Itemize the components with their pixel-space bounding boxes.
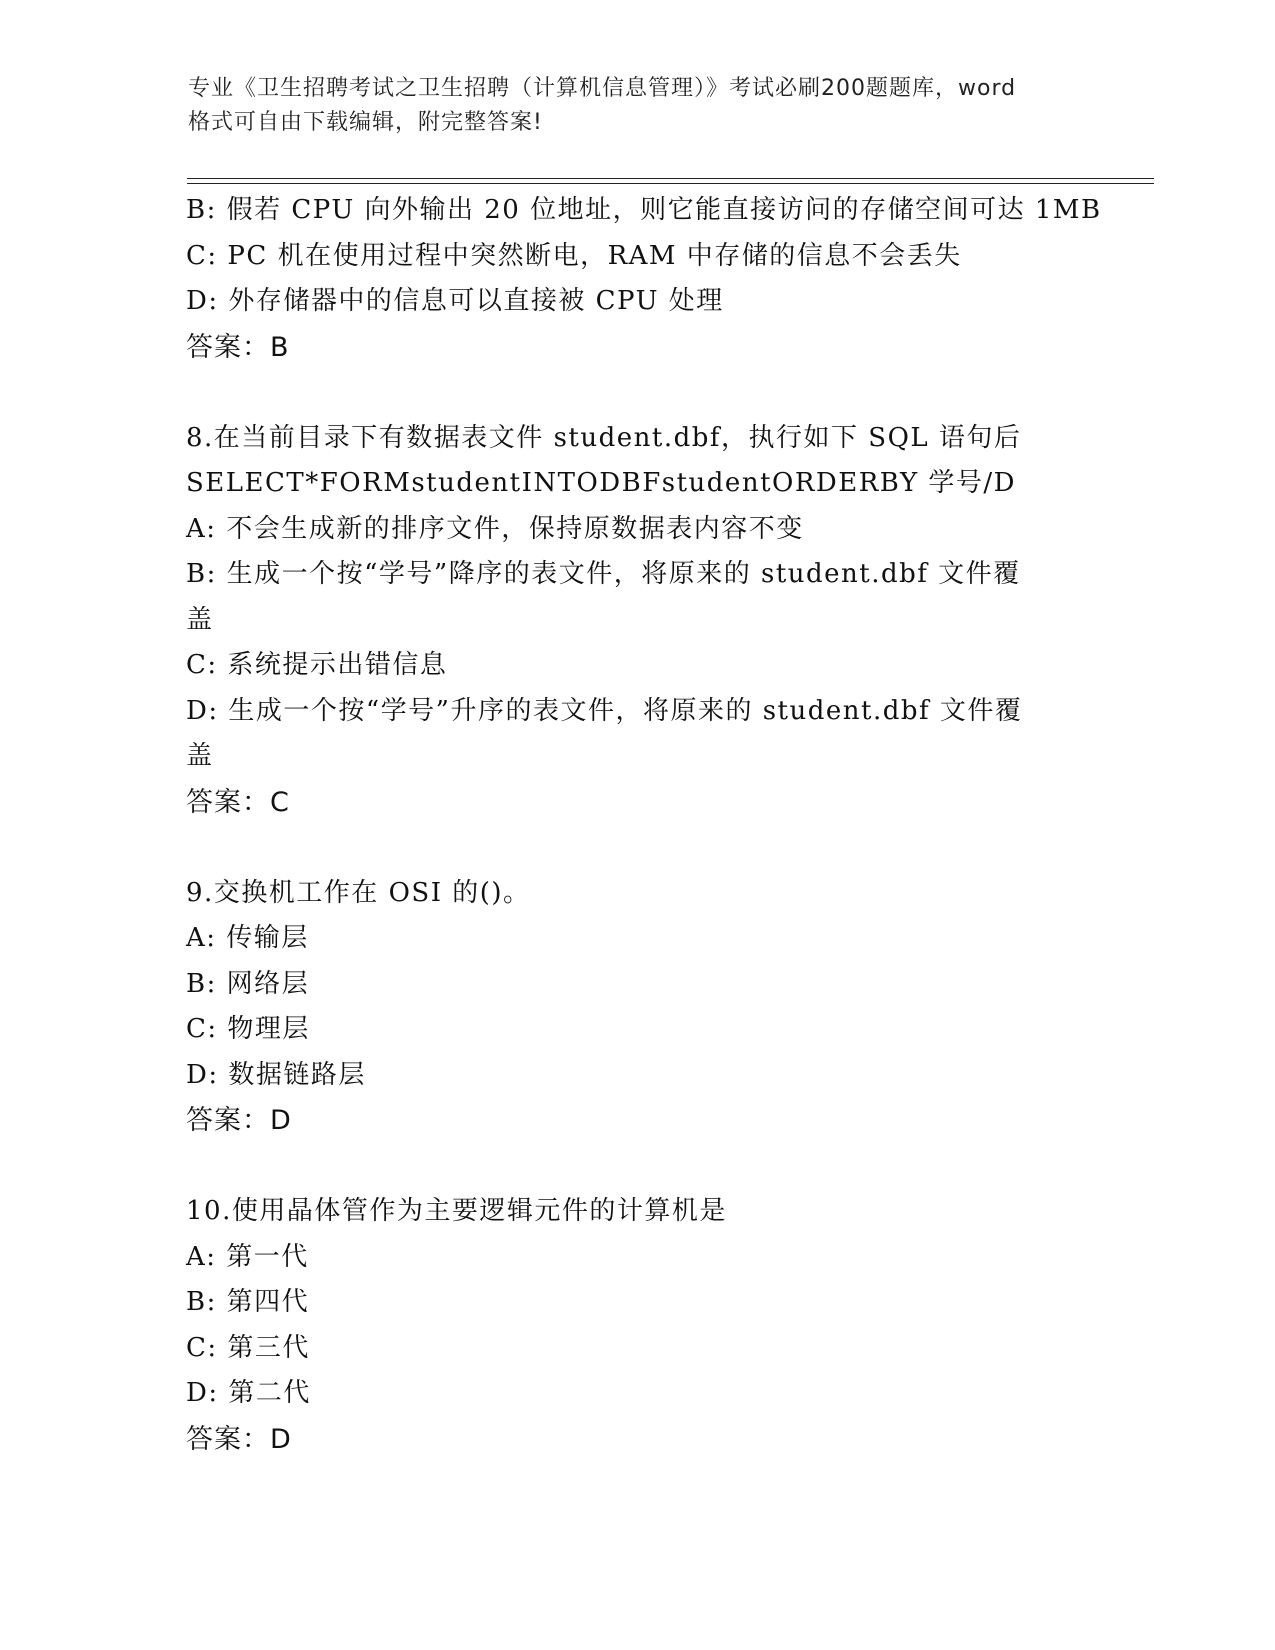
option-line: B: 假若 CPU 向外输出 20 位地址，则它能直接访问的存储空间可达 1MB [186, 195, 1102, 225]
option-line-wrap: 盖 [186, 741, 214, 771]
answer-line: 答案：D [186, 1105, 292, 1136]
option-line: A: 传输层 [186, 923, 309, 953]
spacer [186, 370, 1086, 416]
option-line: A: 第一代 [186, 1241, 309, 1272]
question-content [186, 188, 1102, 1462]
option-line: D: 外存储器中的信息可以直接被 CPU 处理 [186, 286, 724, 316]
answer-line: 答案：B [186, 331, 290, 363]
question-block-9 [186, 871, 1086, 1144]
spacer [186, 1144, 1086, 1190]
answer-line: 答案：C [186, 786, 290, 818]
question-stem: 9.交换机工作在 OSI 的()。 [186, 877, 531, 908]
spacer [186, 825, 1086, 871]
option-line: C: 第三代 [186, 1332, 310, 1363]
option-line: D: 数据链路层 [186, 1059, 366, 1090]
header-line-1: 专业《卫生招聘考试之卫生招聘（计算机信息管理）》考试必刷200题题库，word [188, 76, 1017, 101]
option-line: B: 网络层 [186, 968, 310, 999]
option-line: B: 第四代 [186, 1287, 310, 1317]
document-header [188, 72, 1088, 140]
answer-line: 答案：D [186, 1423, 292, 1455]
option-line: B: 生成一个按“学号”降序的表文件，将原来的 student.dbf 文件覆 [186, 559, 1021, 589]
question-stem-cont: SELECT*FORMstudentINTODBFstudentORDERBY 学号/D [186, 468, 1016, 498]
question-block-7 [186, 188, 1102, 370]
option-line: C: PC 机在使用过程中突然断电，RAM 中存储的信息不会丢失 [186, 240, 962, 271]
question-block-8 [186, 416, 1086, 826]
question-block-10 [186, 1189, 1086, 1462]
option-line: D: 生成一个按“学号”升序的表文件，将原来的 student.dbf 文件覆 [186, 695, 1023, 726]
header-rule-bottom [187, 183, 1154, 184]
option-line: C: 物理层 [186, 1014, 310, 1044]
option-line-wrap: 盖 [186, 604, 214, 635]
question-stem: 10.使用晶体管作为主要逻辑元件的计算机是 [186, 1196, 727, 1226]
option-line: A: 不会生成新的排序文件，保持原数据表内容不变 [186, 513, 804, 544]
header-line-2: 格式可自由下载编辑，附完整答案! [188, 110, 543, 135]
question-stem: 8.在当前目录下有数据表文件 student.dbf，执行如下 SQL 语句后 [186, 422, 1022, 453]
header-rule-top [187, 178, 1154, 179]
option-line: C: 系统提示出错信息 [186, 650, 448, 680]
option-line: D: 第二代 [186, 1378, 311, 1408]
